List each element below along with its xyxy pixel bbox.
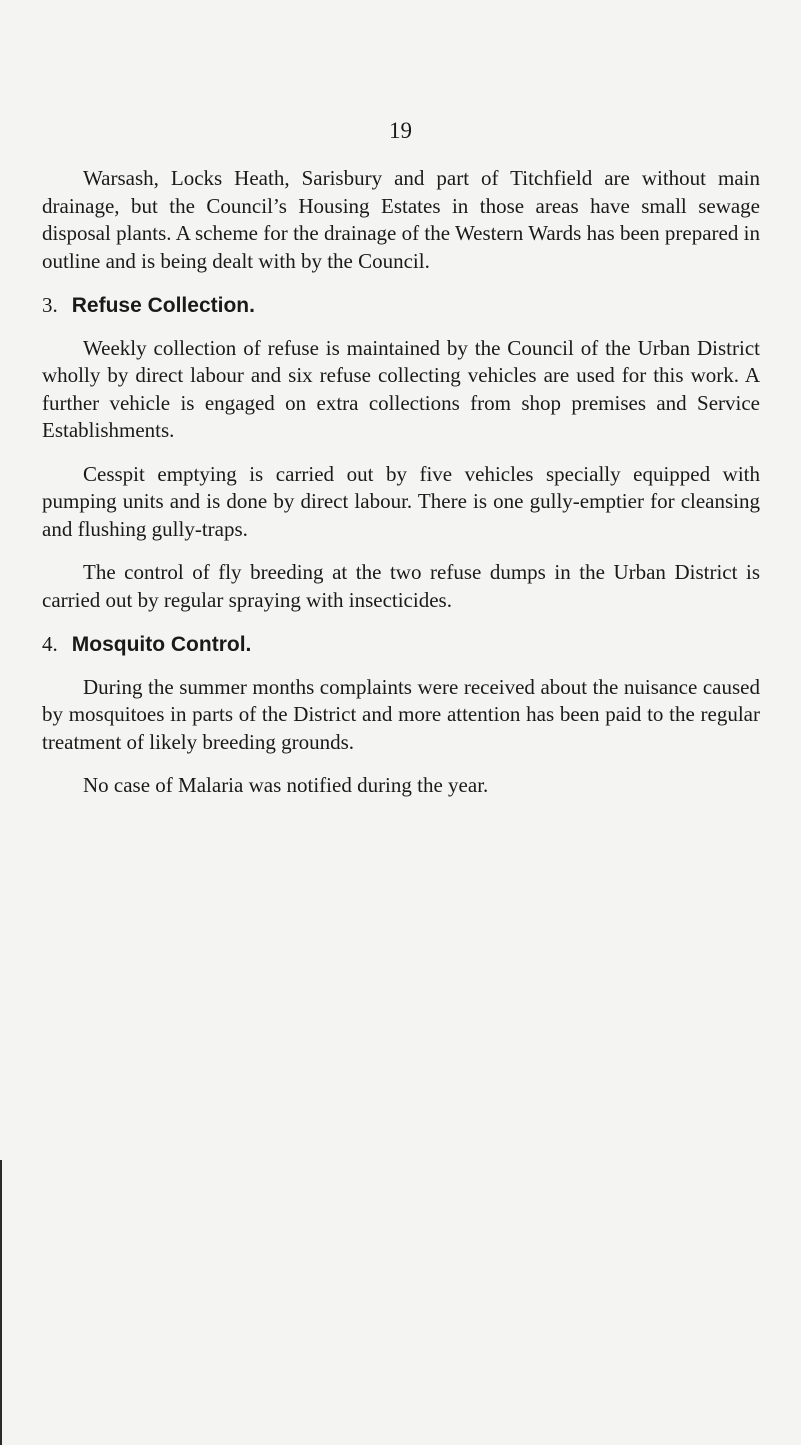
paragraph: No case of Malaria was notified during the year. — [83, 773, 489, 797]
section-heading-refuse-collection — [42, 292, 760, 320]
section-number: 4. — [42, 632, 58, 656]
page-number: 19 — [389, 118, 412, 143]
paragraph: The control of fly breeding at the two refuse dumps in the Urban District is carried out by regular spraying with insecticides. — [42, 560, 760, 612]
paragraph: Weekly collection of refuse is maintained by the Council of the Urban District wholly by direct labour and six refuse collecting vehicles are used for this work. A further vehicle is engaged on extra collections from shop premises and Service Establishments. — [42, 335, 760, 442]
scan-edge-line — [0, 1160, 2, 1445]
section-title: Mosquito Control. — [71, 633, 252, 656]
section-heading-mosquito-control — [42, 631, 760, 659]
section-title: Refuse Collection. — [71, 294, 255, 317]
section-number: 3. — [42, 293, 58, 317]
paragraph: Cesspit emptying is carried out by five vehicles specially equipped with pumping units and is done by direct labour. There is one gully-emptier for cleansing and flushing gully-traps. — [42, 461, 760, 541]
page-content — [42, 165, 760, 800]
intro-paragraph: Warsash, Locks Heath, Sarisbury and part of Titchfield are without main drainage, but the Council’s Housing Estates in those areas have small sewage disposal plants. A scheme for the drainage of the Western Wards has been prepared in outline and is being dealt with by the Council. — [42, 166, 760, 273]
paragraph: During the summer months complaints were received about the nuisance caused by mosquitoes in parts of the District and more attention has been paid to the regular treatment of likely breeding grounds. — [42, 674, 760, 754]
